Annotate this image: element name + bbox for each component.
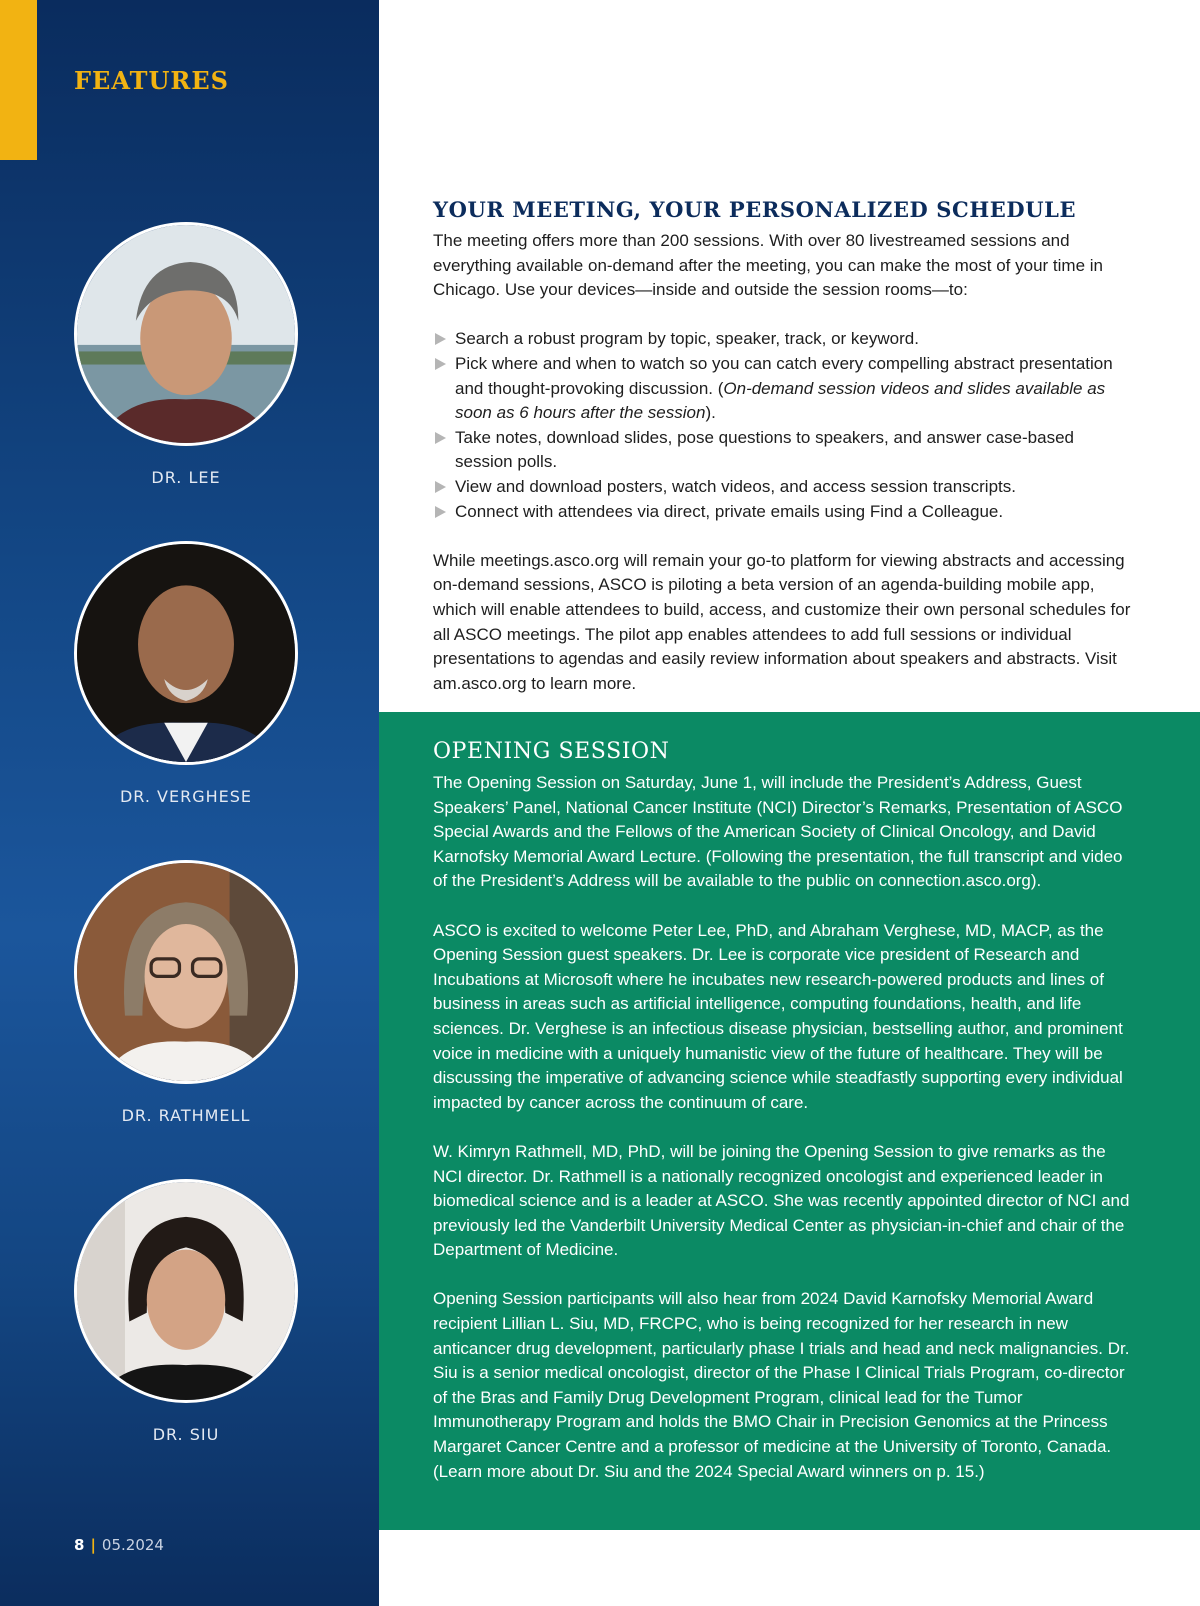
- triangle-bullet-icon: [435, 506, 446, 518]
- opening-paragraph: The Opening Session on Saturday, June 1, will include the President’s Address, Guest Speakers’ Panel, National Cancer Institute (NCI) Director’s Remarks, Presentation of ASCO Special Awards and the Fellows of the American Society of Clinical Oncology, and David Karnofsky Memorial Award Lecture. (Following the presentation, the full transcript and video of the President’s Address will be available to the public on connection.asco.org).: [433, 773, 1123, 891]
- portrait-dr-lee: [74, 222, 298, 446]
- bullet-text: Connect with attendees via direct, private emails using Find a Colleague.: [455, 501, 1004, 521]
- bullet-text: Pick where and when to watch so you can catch every compelling abstract presentation and thought-provoking discussion. (: [455, 353, 1113, 398]
- meeting-schedule-section: [433, 196, 1133, 696]
- portrait-dr-siu: [74, 1179, 298, 1403]
- section-heading: OPENING SESSION: [433, 739, 670, 764]
- opening-paragraph: ASCO is excited to welcome Peter Lee, PhD, and Abraham Verghese, MD, MACP, as the Opening Session guest speakers. Dr. Lee is corporate vice president of Research and Incubations at Microsoft where he incubates new research-powered products and lines of business in areas such as artificial intelligence, computing foundations, health, and life sciences. Dr. Verghese is an infectious disease physician, bestselling author, and prominent voice in medicine with a uniquely humanistic view of the future of healthcare. They will be discussing the imperative of advancing science while steadfastly supporting every individual impacted by cancer across the continuum of care.: [433, 920, 1123, 1112]
- portrait-caption: DR. LEE: [151, 468, 221, 487]
- bullet-text-end: ).: [705, 403, 716, 423]
- page-folio: [74, 1536, 164, 1554]
- triangle-bullet-icon: [435, 481, 446, 493]
- triangle-bullet-icon: [435, 358, 446, 370]
- list-item: [433, 352, 1133, 426]
- triangle-bullet-icon: [435, 432, 446, 444]
- page-number: 8: [74, 1536, 85, 1554]
- triangle-bullet-icon: [435, 333, 446, 345]
- gold-accent-bar: [0, 0, 37, 160]
- meeting-closing-paragraph: While meetings.asco.org will remain your go-to platform for viewing abstracts and accessing on-demand sessions, ASCO is piloting a beta version of an agenda-building mobile app, which will enable attendees to build, access, and customize their own personal schedules for all ASCO meetings. The pilot app enables attendees to add full sessions or individual presentations to agendas and easily review information about speakers and abstracts. Visit am.asco.org to learn more.: [433, 550, 1131, 693]
- sidebar: [0, 0, 379, 1606]
- feature-bullet-list: [433, 327, 1133, 524]
- portrait-caption: DR. SIU: [152, 1425, 220, 1444]
- section-label: FEATURES: [74, 66, 229, 95]
- opening-paragraph: W. Kimryn Rathmell, MD, PhD, will be joining the Opening Session to give remarks as the NCI director. Dr. Rathmell is a nationally recognized oncologist and experienced leader in biomedical science and is a leader at ASCO. She was recently appointed director of NCI and previously led the Vanderbilt University Medical Center as physician-in-chief and chair of the Department of Medicine.: [433, 1141, 1130, 1260]
- list-item: [433, 475, 1133, 500]
- portrait-dr-rathmell: [74, 860, 298, 1084]
- bullet-text: Take notes, download slides, pose questions to speakers, and answer case-based session polls.: [455, 427, 1074, 472]
- section-heading: YOUR MEETING, YOUR PERSONALIZED SCHEDULE: [433, 197, 1077, 222]
- portrait-caption: DR. RATHMELL: [121, 1106, 251, 1125]
- bullet-italic-note: On-demand session videos and slides available as soon as 6 hours after the session: [455, 378, 1106, 423]
- opening-paragraph: Opening Session participants will also hear from 2024 David Karnofsky Memorial Award recipient Lillian L. Siu, MD, FRCPC, who is being recognized for her research in new anticancer drug development, particularly phase I trials and head and neck malignancies. Dr. Siu is a senior medical oncologist, director of the Phase I Clinical Trials Program, co-director of the Bras and Family Drug Development Program, clinical lead for the Tumor Immunotherapy Program and holds the BMO Chair in Precision Genomics at the Princess Margaret Cancer Centre and a professor of medicine at the University of Toronto, Canada. (Learn more about Dr. Siu and the 2024 Special Award winners on p. 15.): [433, 1289, 1130, 1481]
- bullet-text: Search a robust program by topic, speaker, track, or keyword.: [455, 329, 919, 349]
- folio-separator: |: [90, 1536, 96, 1554]
- issue-date: 05.2024: [101, 1536, 164, 1554]
- list-item: [433, 500, 1133, 525]
- list-item: [433, 327, 1133, 352]
- portrait-dr-verghese: [74, 541, 298, 765]
- portrait-caption: DR. VERGHESE: [119, 787, 252, 806]
- list-item: [433, 426, 1133, 475]
- opening-session-section: [379, 712, 1200, 1530]
- bullet-text: View and download posters, watch videos, and access session transcripts.: [455, 476, 1016, 496]
- meeting-intro-paragraph: The meeting offers more than 200 sessions. With over 80 livestreamed sessions and everything available on-demand after the meeting, you can make the most of your time in Chicago. Use your devices—inside and outside the session rooms—to:: [433, 231, 1103, 300]
